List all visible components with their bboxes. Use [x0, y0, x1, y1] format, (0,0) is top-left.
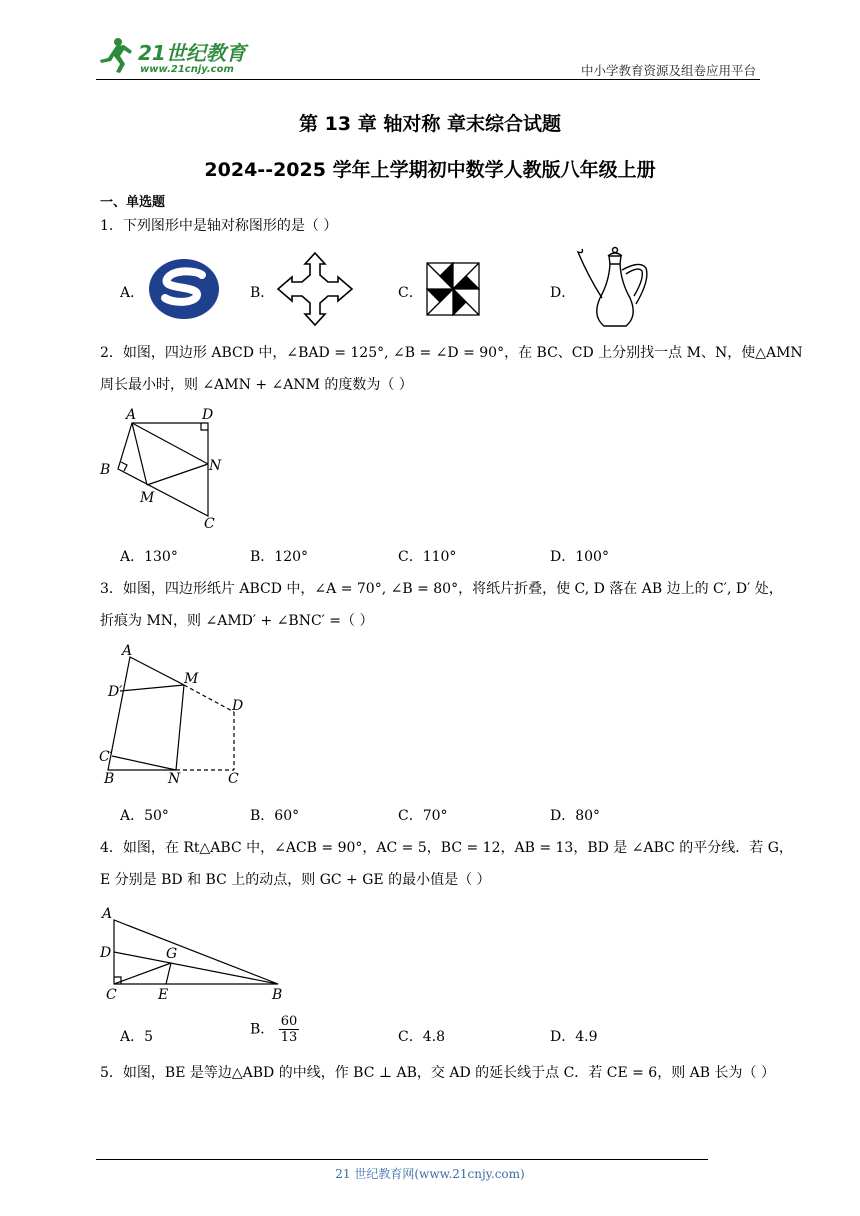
- q1-option-b-arrows-icon: [276, 251, 354, 327]
- footer-source: 21 世纪教育网(www.21cnjy.com): [335, 1167, 525, 1181]
- q3-label-b: B: [104, 771, 115, 787]
- q1-option-d-label: D．: [550, 285, 576, 301]
- q4-label-g: G: [166, 946, 178, 962]
- q4-option-a: A．5: [120, 1029, 154, 1045]
- q3-label-n: N: [168, 771, 181, 787]
- q3-option-c: C．70°: [398, 808, 448, 824]
- logo-url: www.21cnjy.com: [140, 64, 234, 75]
- question-3-line1: 3．如图，四边形纸片 ABCD 中，∠A = 70°, ∠B = 80°，将纸片折叠，使 C, D 落在 AB 边上的 C′, D′ 处，: [100, 581, 783, 597]
- q1-option-d-teapot-icon: [576, 246, 652, 330]
- footer-rule: [96, 1159, 708, 1160]
- section-heading: 一、单选题: [100, 195, 166, 210]
- q2-label-m: M: [140, 490, 155, 506]
- q1-option-c-pinwheel-icon: [426, 262, 480, 316]
- title-chapter: 第 13 章 轴对称 章末综合试题: [299, 113, 561, 135]
- header-rule: [96, 79, 760, 80]
- q2-label-n: N: [209, 458, 222, 474]
- q3-label-d: D: [232, 698, 244, 714]
- q2-figure-quadrilateral: [96, 404, 236, 532]
- q2-option-b: B．120°: [250, 549, 309, 565]
- q2-option-a: A．130°: [120, 549, 178, 565]
- q2-option-c: C．110°: [398, 549, 457, 565]
- q3-option-d: D．80°: [550, 808, 601, 824]
- q4-label-a: A: [102, 906, 113, 922]
- question-4-line2: E 分别是 BD 和 BC 上的动点，则 GC + GE 的最小值是（ ）: [100, 872, 491, 888]
- q2-label-b: B: [100, 462, 111, 478]
- q3-label-m: M: [184, 671, 199, 687]
- q3-option-a: A．50°: [120, 808, 169, 824]
- q4-figure-right-triangle: [96, 902, 296, 1002]
- q4-label-e: E: [158, 987, 169, 1002]
- title-grade: 2024--2025 学年上学期初中数学人教版八年级上册: [204, 159, 656, 181]
- question-1-stem: 1．下列图形中是轴对称图形的是（ ）: [100, 218, 338, 234]
- q1-option-a-s-logo-icon: [148, 258, 220, 320]
- q3-label-c: C: [228, 771, 239, 787]
- question-2-line1: 2．如图，四边形 ABCD 中，∠BAD = 125°, ∠B = ∠D = 90°，在 BC、CD 上分别找一点 M、N，使△AMN: [100, 345, 803, 361]
- q3-label-d-prime: D′: [108, 684, 123, 700]
- q4-option-c: C．4.8: [398, 1029, 445, 1045]
- q1-option-a-label: A．: [120, 285, 145, 301]
- q2-label-d: D: [202, 407, 214, 423]
- q2-label-a: A: [126, 407, 137, 423]
- q2-label-c: C: [204, 516, 215, 532]
- q3-figure-folded-paper: [96, 640, 256, 788]
- q4-option-b-fraction: $\frac{60}{13}$: [280, 1014, 298, 1045]
- q4-label-b: B: [272, 987, 283, 1002]
- question-2-line2: 周长最小时，则 ∠AMN + ∠ANM 的度数为（ ）: [100, 377, 413, 393]
- q4-option-d: D．4.9: [550, 1029, 598, 1045]
- question-5-line1: 5．如图，BE 是等边△ABD 的中线，作 BC ⊥ AB，交 AD 的延长线于点 C．若 CE = 6，则 AB 长为（ ）: [100, 1065, 775, 1081]
- q3-option-b: B．60°: [250, 808, 300, 824]
- question-4-line1: 4．如图，在 Rt△ABC 中，∠ACB = 90°，AC = 5，BC = 12，AB = 13，BD 是 ∠ABC 的平分线．若 G，: [100, 840, 793, 856]
- platform-name: 中小学教育资源及组卷应用平台: [580, 63, 756, 78]
- q3-label-a: A: [122, 643, 133, 659]
- q4-option-b: B． $\frac{60}{13}$: [250, 1014, 298, 1045]
- q1-option-b-label: B．: [250, 285, 275, 301]
- q3-label-c-prime: C′: [99, 749, 113, 765]
- q1-option-c-label: C．: [398, 285, 423, 301]
- question-3-line2: 折痕为 MN，则 ∠AMD′ + ∠BNC′ =（ ）: [100, 613, 374, 629]
- site-logo: [96, 36, 266, 76]
- logo-text: 21世纪教育: [138, 41, 246, 65]
- q2-option-d: D．100°: [550, 549, 609, 565]
- q4-label-c: C: [106, 987, 117, 1002]
- runner-logo-icon: [100, 38, 132, 73]
- q4-label-d: D: [100, 945, 112, 961]
